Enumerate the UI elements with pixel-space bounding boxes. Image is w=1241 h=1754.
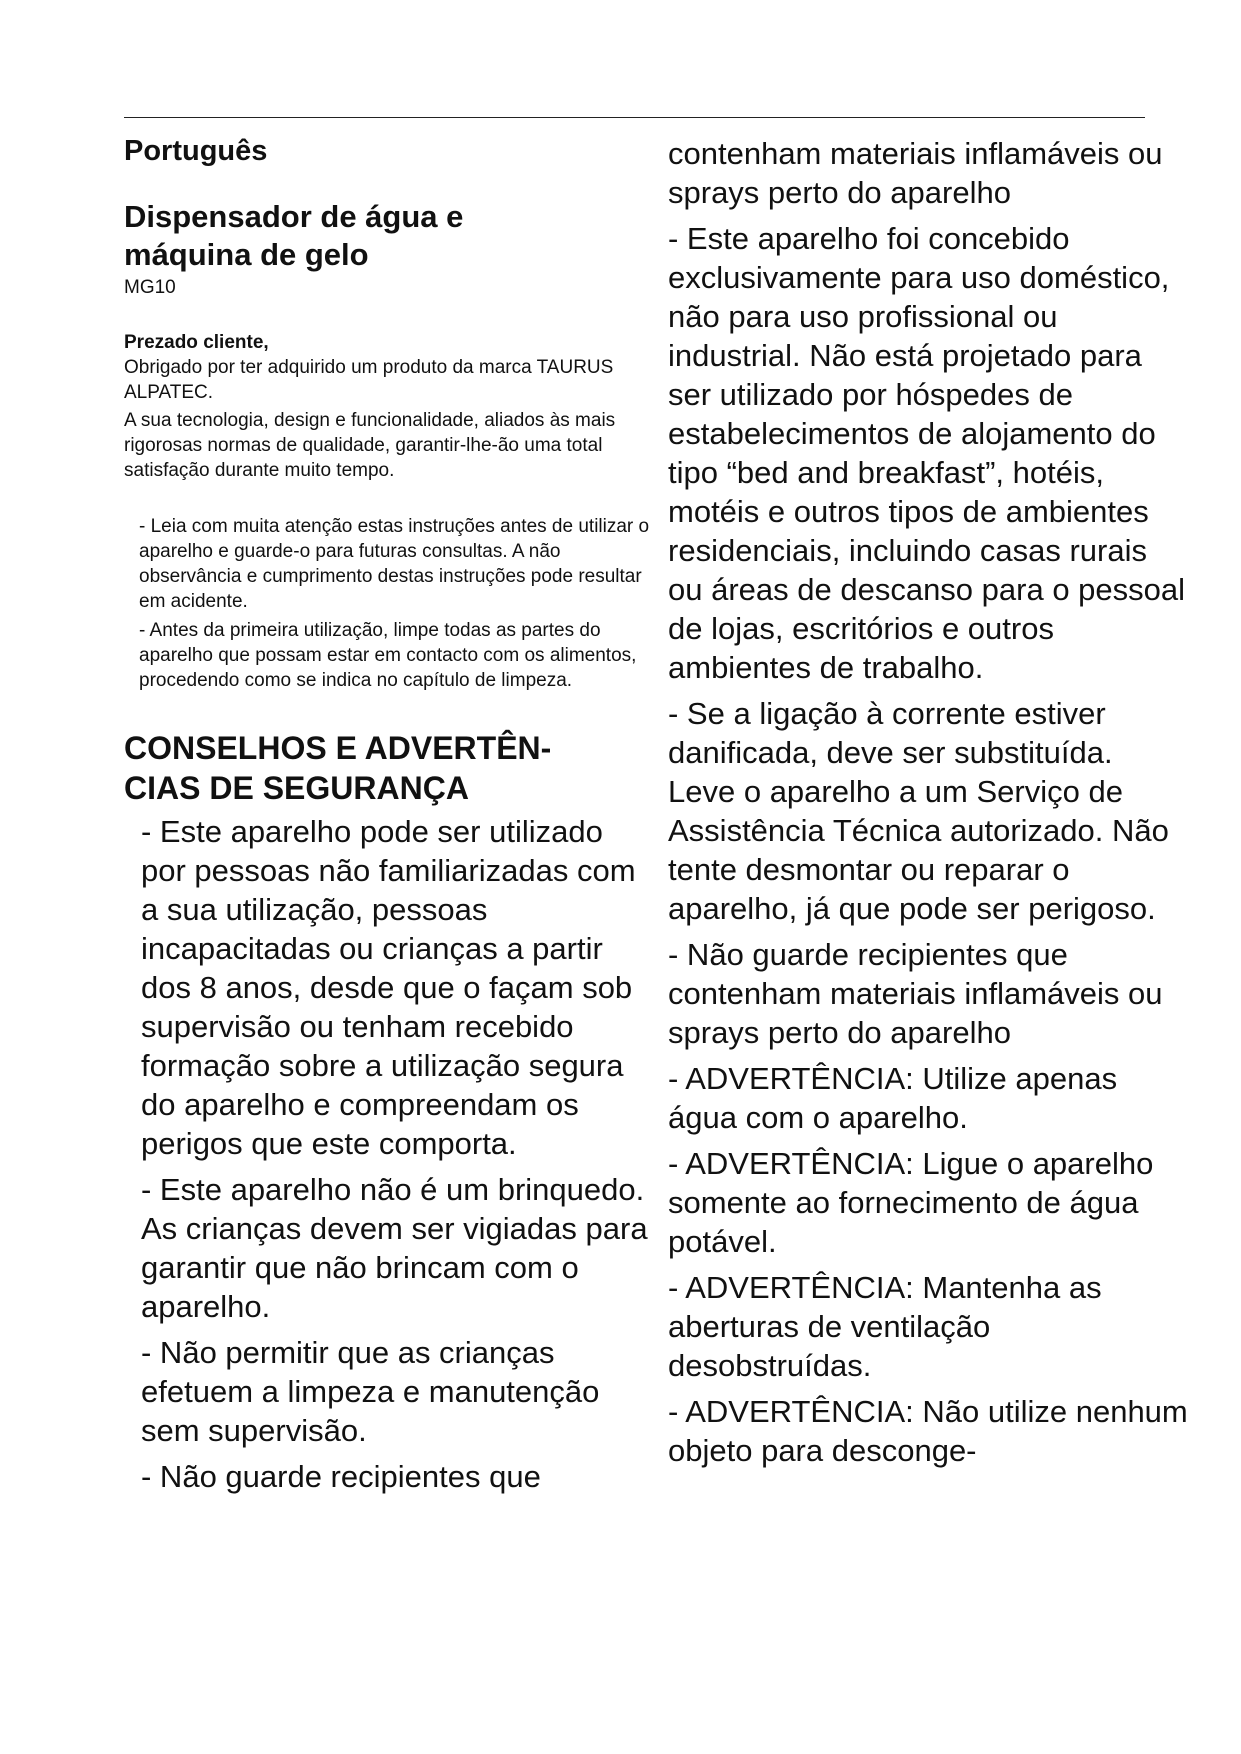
safety-item: - Este aparelho não é um brinquedo. As crianças devem ser vigiadas para garantir que não brincam com o aparelho. — [141, 1171, 648, 1324]
product-title-line-1: Dispensador de água e — [124, 198, 464, 234]
safety-list-left — [124, 812, 654, 1496]
product-title — [124, 198, 654, 274]
safety-item: - Não permitir que as crianças efetuem a limpeza e manutenção sem supervisão. — [141, 1334, 600, 1448]
intro-paragraph-2: A sua tecnologia, design e funcionalidade, aliados às mais rigorosas normas de qualidade, garantir-lhe-ão uma total satisfação durante muito tempo. — [124, 409, 616, 481]
language-heading: Português — [124, 135, 268, 167]
safety-item: - Se a ligação à corrente estiver danificada, deve ser substituída. Leve o aparelho a um Serviço de Assistência Técnica autorizado. Não tente desmontar ou reparar o aparelho, já que pode ser perigoso. — [668, 696, 1169, 926]
right-column — [668, 134, 1188, 1477]
product-title-line-2: máquina de gelo — [124, 236, 369, 272]
safety-heading-line-1: CONSELHOS E ADVERTÊN- — [124, 729, 552, 766]
left-column — [124, 134, 654, 1503]
safety-item: - ADVERTÊNCIA: Não utilize nenhum objeto para desconge- — [668, 1394, 1188, 1468]
model-number: MG10 — [124, 276, 176, 298]
safety-item: - Este aparelho foi concebido exclusivamente para uso doméstico, não para uso profissional ou industrial. Não está projetado para ser utilizado por hóspedes de estabelecimentos de alojamento do tipo “bed and breakfast”, hotéis, motéis e outros tipos de ambientes residenciais, incluindo casas rurais ou áreas de descanso para o pessoal de lojas, escritórios e outros ambientes de trabalho. — [668, 221, 1186, 685]
preliminary-item: - Leia com muita atenção estas instruções antes de utilizar o aparelho e guarde-o para futuras consultas. A não observância e cumprimento destas instruções pode resultar em acidente. — [139, 515, 650, 612]
header-rule — [124, 117, 1145, 118]
safety-item: - ADVERTÊNCIA: Utilize apenas água com o aparelho. — [668, 1061, 1118, 1135]
safety-list-right — [668, 134, 1188, 1470]
safety-item: - Não guarde recipientes que — [141, 1458, 541, 1494]
safety-item: - Não guarde recipientes que contenham materiais inflamáveis ou sprays perto do aparelho — [668, 937, 1163, 1050]
greeting: Prezado cliente, — [124, 331, 269, 353]
safety-item: - ADVERTÊNCIA: Mantenha as aberturas de ventilação desobstruídas. — [668, 1270, 1102, 1383]
intro-paragraph-1: Obrigado por ter adquirido um produto da marca TAURUS ALPATEC. — [124, 356, 614, 403]
safety-item: - Este aparelho pode ser utilizado por pessoas não familiarizadas com a sua utilização, pessoas incapacitadas ou crianças a partir dos 8 anos, desde que o façam sob supervisão ou tenham recebido formação sobre a utilização segura do aparelho e compreendam os perigos que este comporta. — [141, 813, 636, 1161]
preliminary-item: - Antes da primeira utilização, limpe todas as partes do aparelho que possam estar em contacto com os alimentos, procedendo como se indica no capítulo de limpeza. — [139, 619, 637, 691]
preliminary-instructions — [124, 514, 654, 693]
safety-item: - ADVERTÊNCIA: Ligue o aparelho somente ao fornecimento de água potável. — [668, 1146, 1154, 1259]
safety-heading-line-2: CIAS DE SEGURANÇA — [124, 769, 469, 806]
safety-item: contenham materiais inflamáveis ou sprays perto do aparelho — [668, 136, 1163, 210]
safety-heading — [124, 728, 654, 808]
